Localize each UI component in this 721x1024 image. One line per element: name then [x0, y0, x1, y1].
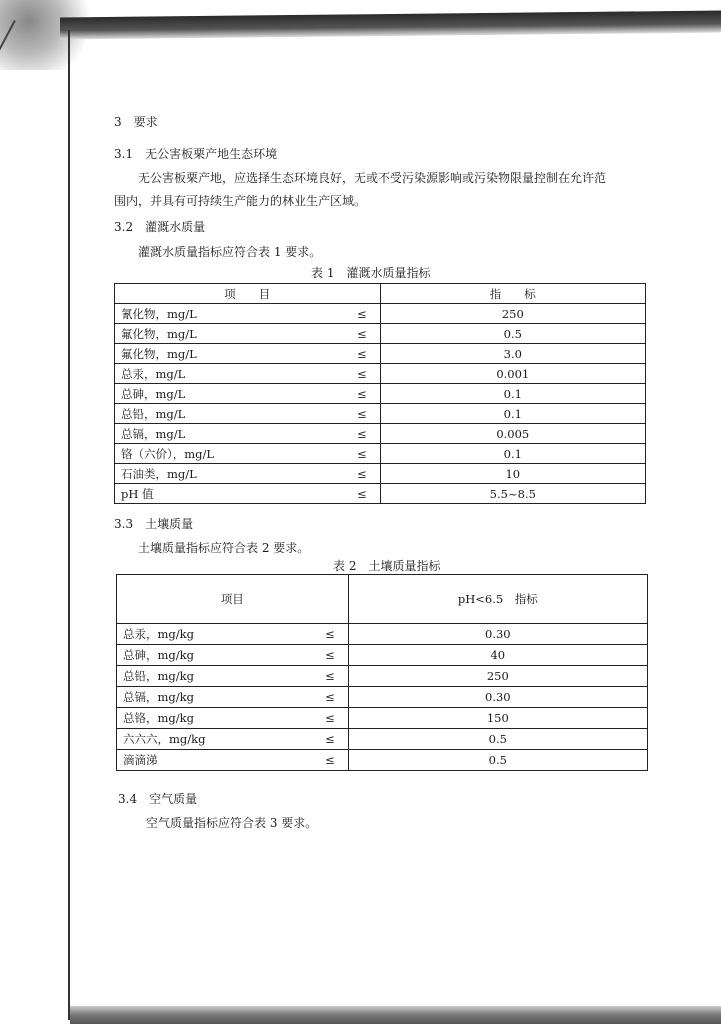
row-item: 总镉，mg/kg	[117, 687, 313, 708]
section-3-2-heading: 3.2 灌溉水质量	[114, 220, 206, 234]
row-item: 总砷，mg/L	[115, 384, 345, 404]
row-item: 滴滴涕	[117, 750, 313, 771]
row-item: 总砷，mg/kg	[117, 645, 313, 666]
table-header-row	[115, 284, 646, 304]
row-operator: ≤	[312, 729, 348, 750]
table-row	[117, 687, 648, 708]
row-item: 总铅，mg/L	[115, 404, 345, 424]
row-operator: ≤	[344, 344, 380, 364]
row-operator: ≤	[312, 666, 348, 687]
table2-header-item: 项目	[117, 575, 349, 624]
row-item: 总汞，mg/kg	[117, 624, 313, 645]
section-3-3-heading: 3.3 土壤质量	[114, 517, 194, 531]
table1-header-item: 项 目	[115, 284, 381, 304]
row-operator: ≤	[344, 444, 380, 464]
row-operator: ≤	[344, 484, 380, 504]
row-value: 0.30	[348, 687, 647, 708]
irrigation-water-table	[114, 283, 646, 504]
row-item: 总镉，mg/L	[115, 424, 345, 444]
table-header-row	[117, 575, 648, 624]
row-value: 0.1	[380, 384, 645, 404]
table-row	[115, 344, 646, 364]
row-value: 250	[380, 304, 645, 324]
row-value: 10	[380, 464, 645, 484]
table1-header-value: 指 标	[380, 284, 645, 304]
row-item: 六六六，mg/kg	[117, 729, 313, 750]
section-3-3-paragraph: 土壤质量指标应符合表 2 要求。	[138, 541, 310, 555]
row-item: 氰化物，mg/L	[115, 304, 345, 324]
row-value: 0.5	[380, 324, 645, 344]
row-operator: ≤	[344, 364, 380, 384]
table-row	[115, 464, 646, 484]
table-row	[115, 384, 646, 404]
row-operator: ≤	[344, 384, 380, 404]
row-value: 0.5	[348, 729, 647, 750]
row-operator: ≤	[344, 324, 380, 344]
scan-shadow-bottom	[70, 1006, 721, 1024]
scan-edge-left	[68, 30, 70, 1020]
row-operator: ≤	[312, 624, 348, 645]
row-value: 0.001	[380, 364, 645, 384]
table-row	[115, 444, 646, 464]
section-3-2-paragraph: 灌溉水质量指标应符合表 1 要求。	[138, 245, 322, 259]
table-row	[115, 484, 646, 504]
row-item: 总汞，mg/L	[115, 364, 345, 384]
table-row	[117, 750, 648, 771]
table-row	[115, 404, 646, 424]
row-value: 0.1	[380, 444, 645, 464]
section-3-heading: 3 要求	[114, 115, 158, 129]
table-row	[117, 645, 648, 666]
row-value: 5.5~8.5	[380, 484, 645, 504]
table1-caption: 表 1 灌溉水质量指标	[311, 266, 431, 280]
section-3-1-paragraph-line1: 无公害板栗产地，应选择生态环境良好，无或不受污染源影响或污染物限量控制在允许范	[138, 171, 607, 185]
table2-caption: 表 2 土壤质量指标	[333, 559, 441, 573]
row-item: 氟化物，mg/L	[115, 324, 345, 344]
row-operator: ≤	[312, 645, 348, 666]
table-row	[117, 666, 648, 687]
table-row	[115, 424, 646, 444]
table-row	[117, 708, 648, 729]
row-item: 总铬，mg/kg	[117, 708, 313, 729]
row-value: 40	[348, 645, 647, 666]
table-row	[117, 729, 648, 750]
row-item: pH 值	[115, 484, 345, 504]
row-operator: ≤	[312, 708, 348, 729]
row-operator: ≤	[344, 464, 380, 484]
row-operator: ≤	[344, 424, 380, 444]
row-operator: ≤	[344, 304, 380, 324]
row-value: 250	[348, 666, 647, 687]
table-row	[115, 304, 646, 324]
section-3-1-heading: 3.1 无公害板栗产地生态环境	[114, 147, 278, 161]
row-value: 150	[348, 708, 647, 729]
soil-quality-table	[116, 574, 648, 771]
row-value: 0.5	[348, 750, 647, 771]
table2-header-value: pH<6.5 指标	[348, 575, 647, 624]
row-operator: ≤	[312, 750, 348, 771]
row-operator: ≤	[344, 404, 380, 424]
row-value: 3.0	[380, 344, 645, 364]
row-value: 0.30	[348, 624, 647, 645]
table-row	[115, 364, 646, 384]
row-value: 0.1	[380, 404, 645, 424]
row-item: 总铅，mg/kg	[117, 666, 313, 687]
section-3-1-paragraph-line2: 围内，并具有可持续生产能力的林业生产区域。	[114, 194, 367, 208]
row-item: 石油类，mg/L	[115, 464, 345, 484]
row-item: 氟化物，mg/L	[115, 344, 345, 364]
row-operator: ≤	[312, 687, 348, 708]
row-item: 铬（六价），mg/L	[115, 444, 345, 464]
table-row	[115, 324, 646, 344]
row-value: 0.005	[380, 424, 645, 444]
section-3-4-paragraph: 空气质量指标应符合表 3 要求。	[146, 816, 318, 830]
scan-shadow-top	[60, 11, 721, 40]
section-3-4-heading: 3.4 空气质量	[118, 792, 198, 806]
table-row	[117, 624, 648, 645]
